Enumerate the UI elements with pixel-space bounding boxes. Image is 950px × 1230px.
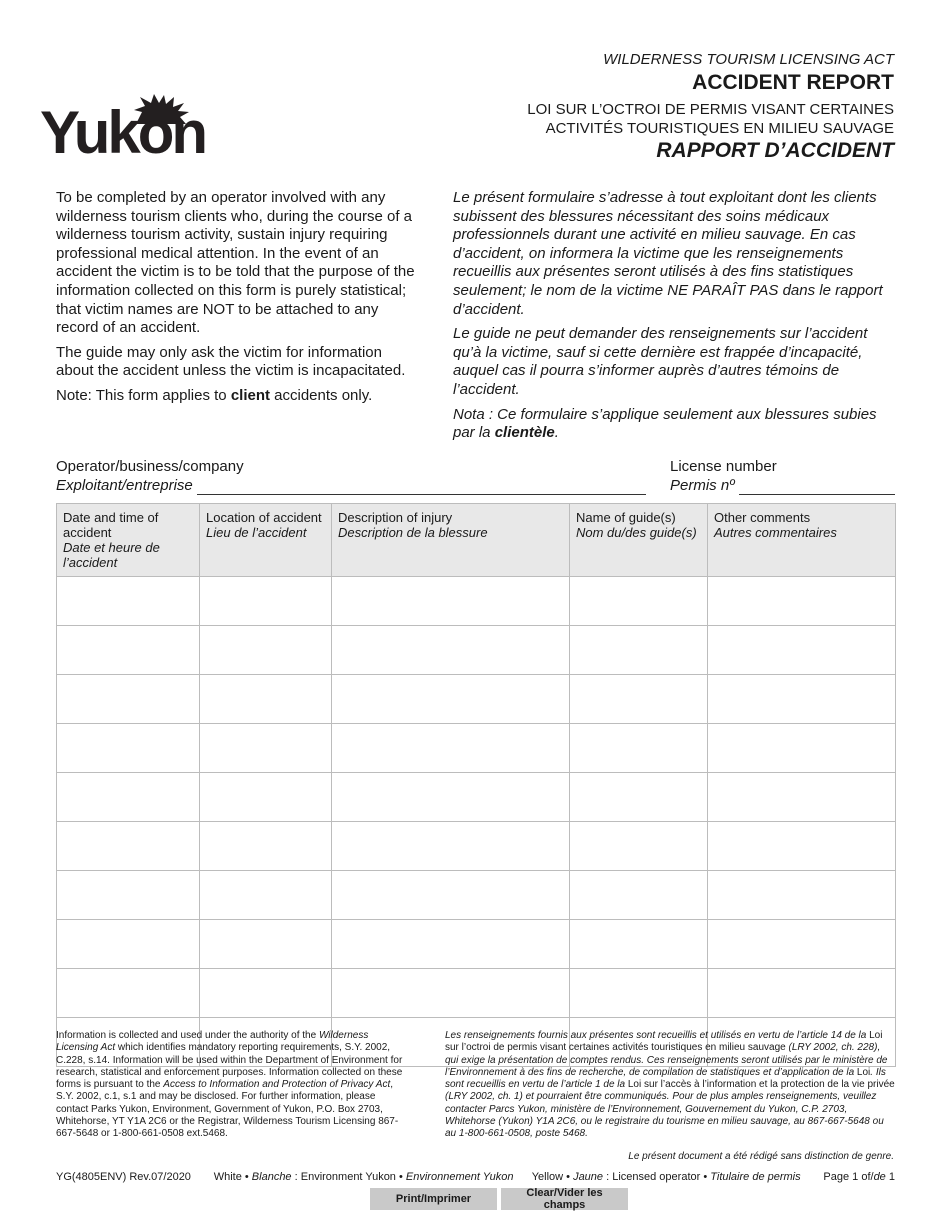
privacy-notice-english <box>56 1030 406 1141</box>
table-header-row <box>57 504 896 577</box>
cell-location[interactable] <box>200 724 332 773</box>
notice-fr-loi-2: Loi <box>856 1066 871 1078</box>
notice-fr-part-1: Les renseignements fournis aux présentes sont recueillis et utilisés en vertu de l’article 14 de la <box>445 1030 870 1041</box>
table-row <box>57 822 896 871</box>
notice-en-part-1: Information is collected and used under the authority of the <box>56 1030 319 1041</box>
cell-injury[interactable] <box>332 920 570 969</box>
copy-yellow-dest-fr: Titulaire de permis <box>710 1171 801 1183</box>
cell-date[interactable] <box>57 969 200 1018</box>
cell-date[interactable] <box>57 626 200 675</box>
cell-guides[interactable] <box>570 822 708 871</box>
copy-white: White <box>213 1171 242 1183</box>
cell-comments[interactable] <box>708 577 896 626</box>
copy-yellow: Yellow <box>531 1171 564 1183</box>
copy-yellow-fr: Jaune <box>573 1171 604 1183</box>
copy-yellow-dest: : Licensed operator <box>606 1171 701 1183</box>
table-row <box>57 773 896 822</box>
column-header-location <box>200 504 332 577</box>
intro-french <box>453 189 898 449</box>
cell-date[interactable] <box>57 920 200 969</box>
cell-date[interactable] <box>57 577 200 626</box>
cell-date[interactable] <box>57 822 200 871</box>
cell-guides[interactable] <box>570 871 708 920</box>
cell-injury[interactable] <box>332 675 570 724</box>
operator-input-line[interactable] <box>197 480 646 495</box>
cell-injury[interactable] <box>332 577 570 626</box>
cell-guides[interactable] <box>570 675 708 724</box>
intro-fr-note <box>453 406 898 443</box>
intro-en-note <box>56 387 418 406</box>
column-header-date <box>57 504 200 577</box>
col-date-fr: Date et heure de l’accident <box>63 540 160 570</box>
notice-fr-part-2: sur l’octroi de permis visant certaines activités touristiques en milieu sauvage <box>445 1042 789 1054</box>
notice-fr-part-3: (LRY 2002, ch. 228), qui exige la présentation de comptes rendus. Ces renseignements seront utilisés par le ministère de l’Environnement à des fins de recherche, de compilation de statistiques et d’application de la <box>445 1042 888 1078</box>
cell-guides[interactable] <box>570 626 708 675</box>
note-fr-bold: clientèle <box>494 424 555 442</box>
note-prefix: Note: This form applies to <box>56 386 231 404</box>
cell-date[interactable] <box>57 773 200 822</box>
intro-english <box>56 189 418 412</box>
clear-fields-button[interactable]: Clear/Vider les champs <box>501 1188 628 1210</box>
gender-neutral-notice: Le présent document a été rédigé sans distinction de genre. <box>628 1151 894 1162</box>
loi-line-1: LOI SUR L’OCTROI DE PERMIS VISANT CERTAINES <box>527 101 894 118</box>
col-location-fr: Lieu de l’accident <box>206 525 307 540</box>
notice-en-atipp: Access to Information and Protection of Privacy Act <box>163 1079 391 1091</box>
cell-guides[interactable] <box>570 724 708 773</box>
intro-fr-paragraph-1: Le présent formulaire s’adresse à tout exploitant dont les clients subissent des blessures nécessitant des soins médicaux professionnels durant une activité en milieu sauvage. En cas d’accident, on informera la victime que les renseignements recueillis aux présentes seront utilisés à des fins statistiques seulement; le nom de la victime NE PARAÎT PAS dans le rapport d’accident. <box>453 189 883 318</box>
copy-white-fr: Blanche <box>251 1171 292 1183</box>
cell-location[interactable] <box>200 577 332 626</box>
intro-en-paragraph-1: To be completed by an operator involved with any wilderness tourism clients who, during the course of a wilderness tourism activity, sustain injury requiring professional medical attention. In the event of an accident the victim is to be told that the purpose of the information collected on this form is purely statistical; that victim names are NOT to be attached to any record of an accident. <box>56 189 415 337</box>
cell-injury[interactable] <box>332 724 570 773</box>
form-footer-row <box>56 1171 895 1183</box>
intro-fr-paragraph-2: Le guide ne peut demander des renseignements sur l’accident qu’à la victime, sauf si cette dernière est frappée d’incapacité, auquel cas il pourra s’informer auprès d’autres témoins de l’accident. <box>453 325 868 398</box>
license-label-en: License number <box>670 458 777 475</box>
column-header-guides <box>570 504 708 577</box>
table-row <box>57 871 896 920</box>
cell-comments[interactable] <box>708 920 896 969</box>
operator-field[interactable] <box>56 457 646 495</box>
cell-location[interactable] <box>200 822 332 871</box>
notice-en-part-3: , S.Y. 2002, c.1, s.1 and may be disclosed. For further information, please contact Parks Yukon, Environment, Government of Yukon, P.O. Box 2703, Whitehorse, YT Y1A 2C6 or the Registrar, Wilderness Tourism Licensing 867-667-5648 or 1-800-661-0508 ext.5468. <box>56 1079 399 1140</box>
form-header <box>394 50 894 164</box>
cell-comments[interactable] <box>708 822 896 871</box>
copy-white-dest: : Environment Yukon <box>294 1171 396 1183</box>
cell-comments[interactable] <box>708 871 896 920</box>
col-injury-en: Description of injury <box>338 510 453 525</box>
license-input-line[interactable] <box>739 480 895 495</box>
act-title: WILDERNESS TOURISM LICENSING ACT <box>603 51 894 68</box>
notice-fr-part-6: (LRY 2002, ch. 1) et pourraient être communiqués. Pour de plus amples renseignements, veuillez contacter Parcs Yukon, ministère de l’Environnement, Gouvernement du Yukon, C.P. 2703, Whitehorse (Yukon) Y1A 2C6, ou le registraire du tourisme en milieu sauvage, au 867-667-5648 ou au 1-800-661-0508, poste 5468. <box>445 1091 884 1140</box>
form-title: ACCIDENT REPORT <box>692 71 894 94</box>
cell-location[interactable] <box>200 675 332 724</box>
cell-comments[interactable] <box>708 675 896 724</box>
notice-fr-part-5: sur l’accès à l’information et la protection de la vie privée <box>641 1079 895 1091</box>
cell-location[interactable] <box>200 773 332 822</box>
logo-wordmark: Yukon <box>40 99 206 166</box>
cell-comments[interactable] <box>708 969 896 1018</box>
page-suffix: 1 <box>885 1171 895 1183</box>
cell-injury[interactable] <box>332 626 570 675</box>
col-injury-fr: Description de la blessure <box>338 525 488 540</box>
cell-location[interactable] <box>200 920 332 969</box>
privacy-notice-french <box>445 1030 895 1141</box>
operator-label-en: Operator/business/company <box>56 458 244 475</box>
loi-line-2: ACTIVITÉS TOURISTIQUES EN MILIEU SAUVAGE <box>545 120 894 137</box>
cell-injury[interactable] <box>332 822 570 871</box>
notice-fr-loi-3: Loi <box>627 1079 642 1091</box>
license-field[interactable] <box>670 457 895 495</box>
cell-guides[interactable] <box>570 969 708 1018</box>
operator-label-fr: Exploitant/entreprise <box>56 477 193 494</box>
cell-guides[interactable] <box>570 773 708 822</box>
table-row <box>57 626 896 675</box>
form-title-fr: RAPPORT D’ACCIDENT <box>656 139 894 162</box>
table-row <box>57 577 896 626</box>
cell-date[interactable] <box>57 724 200 773</box>
note-fr-suffix: . <box>554 424 559 442</box>
cell-guides[interactable] <box>570 577 708 626</box>
print-button[interactable]: Print/Imprimer <box>370 1188 497 1210</box>
copy-distribution: White • Blanche : Environment Yukon • Environnement Yukon Yellow • Jaune : Licensed operator • Titulaire de permis <box>213 1171 801 1183</box>
cell-injury[interactable] <box>332 969 570 1018</box>
col-location-en: Location of accident <box>206 510 322 525</box>
cell-guides[interactable] <box>570 920 708 969</box>
copy-white-dest-fr: Environnement Yukon <box>405 1171 514 1183</box>
page-de: de <box>873 1171 886 1183</box>
column-header-comments <box>708 504 896 577</box>
cell-comments[interactable] <box>708 626 896 675</box>
cell-comments[interactable] <box>708 724 896 773</box>
note-fr-prefix: Nota : Ce formulaire s’applique seulement aux blessures subies par la <box>453 405 877 442</box>
intro-en-paragraph-2: The guide may only ask the victim for information about the accident unless the victim is incapacitated. <box>56 343 406 380</box>
loi-title <box>394 100 894 138</box>
col-comments-en: Other comments <box>714 510 811 525</box>
col-guides-en: Name of guide(s) <box>576 510 676 525</box>
notice-fr-loi-1: Loi <box>869 1030 883 1041</box>
cell-injury[interactable] <box>332 871 570 920</box>
cell-location[interactable] <box>200 969 332 1018</box>
col-date-en: Date and time of accident <box>63 510 159 540</box>
license-label-fr: Permis nº <box>670 477 735 494</box>
table-row <box>57 724 896 773</box>
cell-date[interactable] <box>57 871 200 920</box>
cell-injury[interactable] <box>332 773 570 822</box>
table-row <box>57 969 896 1018</box>
table-row <box>57 920 896 969</box>
form-id: YG(4805ENV) Rev.07/2020 <box>56 1171 191 1183</box>
cell-location[interactable] <box>200 626 332 675</box>
col-guides-fr: Nom du/des guide(s) <box>576 525 697 540</box>
yukon-logo <box>40 94 215 166</box>
cell-location[interactable] <box>200 871 332 920</box>
notice-en-act: Wilderness Licensing Act <box>56 1030 369 1054</box>
page-number <box>823 1171 895 1183</box>
note-suffix: accidents only. <box>270 386 373 404</box>
cell-comments[interactable] <box>708 773 896 822</box>
notice-en-part-2: which identifies mandatory reporting requirements, S.Y. 2002, C.228, s.14. Information will be used within the Department of Environment for research, statistical and enforcement purposes. Information collected on these forms is pursuant to the <box>56 1042 403 1091</box>
column-header-injury <box>332 504 570 577</box>
col-comments-fr: Autres commentaires <box>714 525 837 540</box>
notice-fr-part-4: . Ils sont recueillis en vertu de l’article 1 de la <box>445 1066 886 1091</box>
table-row <box>57 675 896 724</box>
page-prefix: Page 1 of/ <box>823 1171 874 1183</box>
cell-date[interactable] <box>57 675 200 724</box>
note-bold: client <box>230 386 270 404</box>
accident-table <box>56 503 896 1067</box>
